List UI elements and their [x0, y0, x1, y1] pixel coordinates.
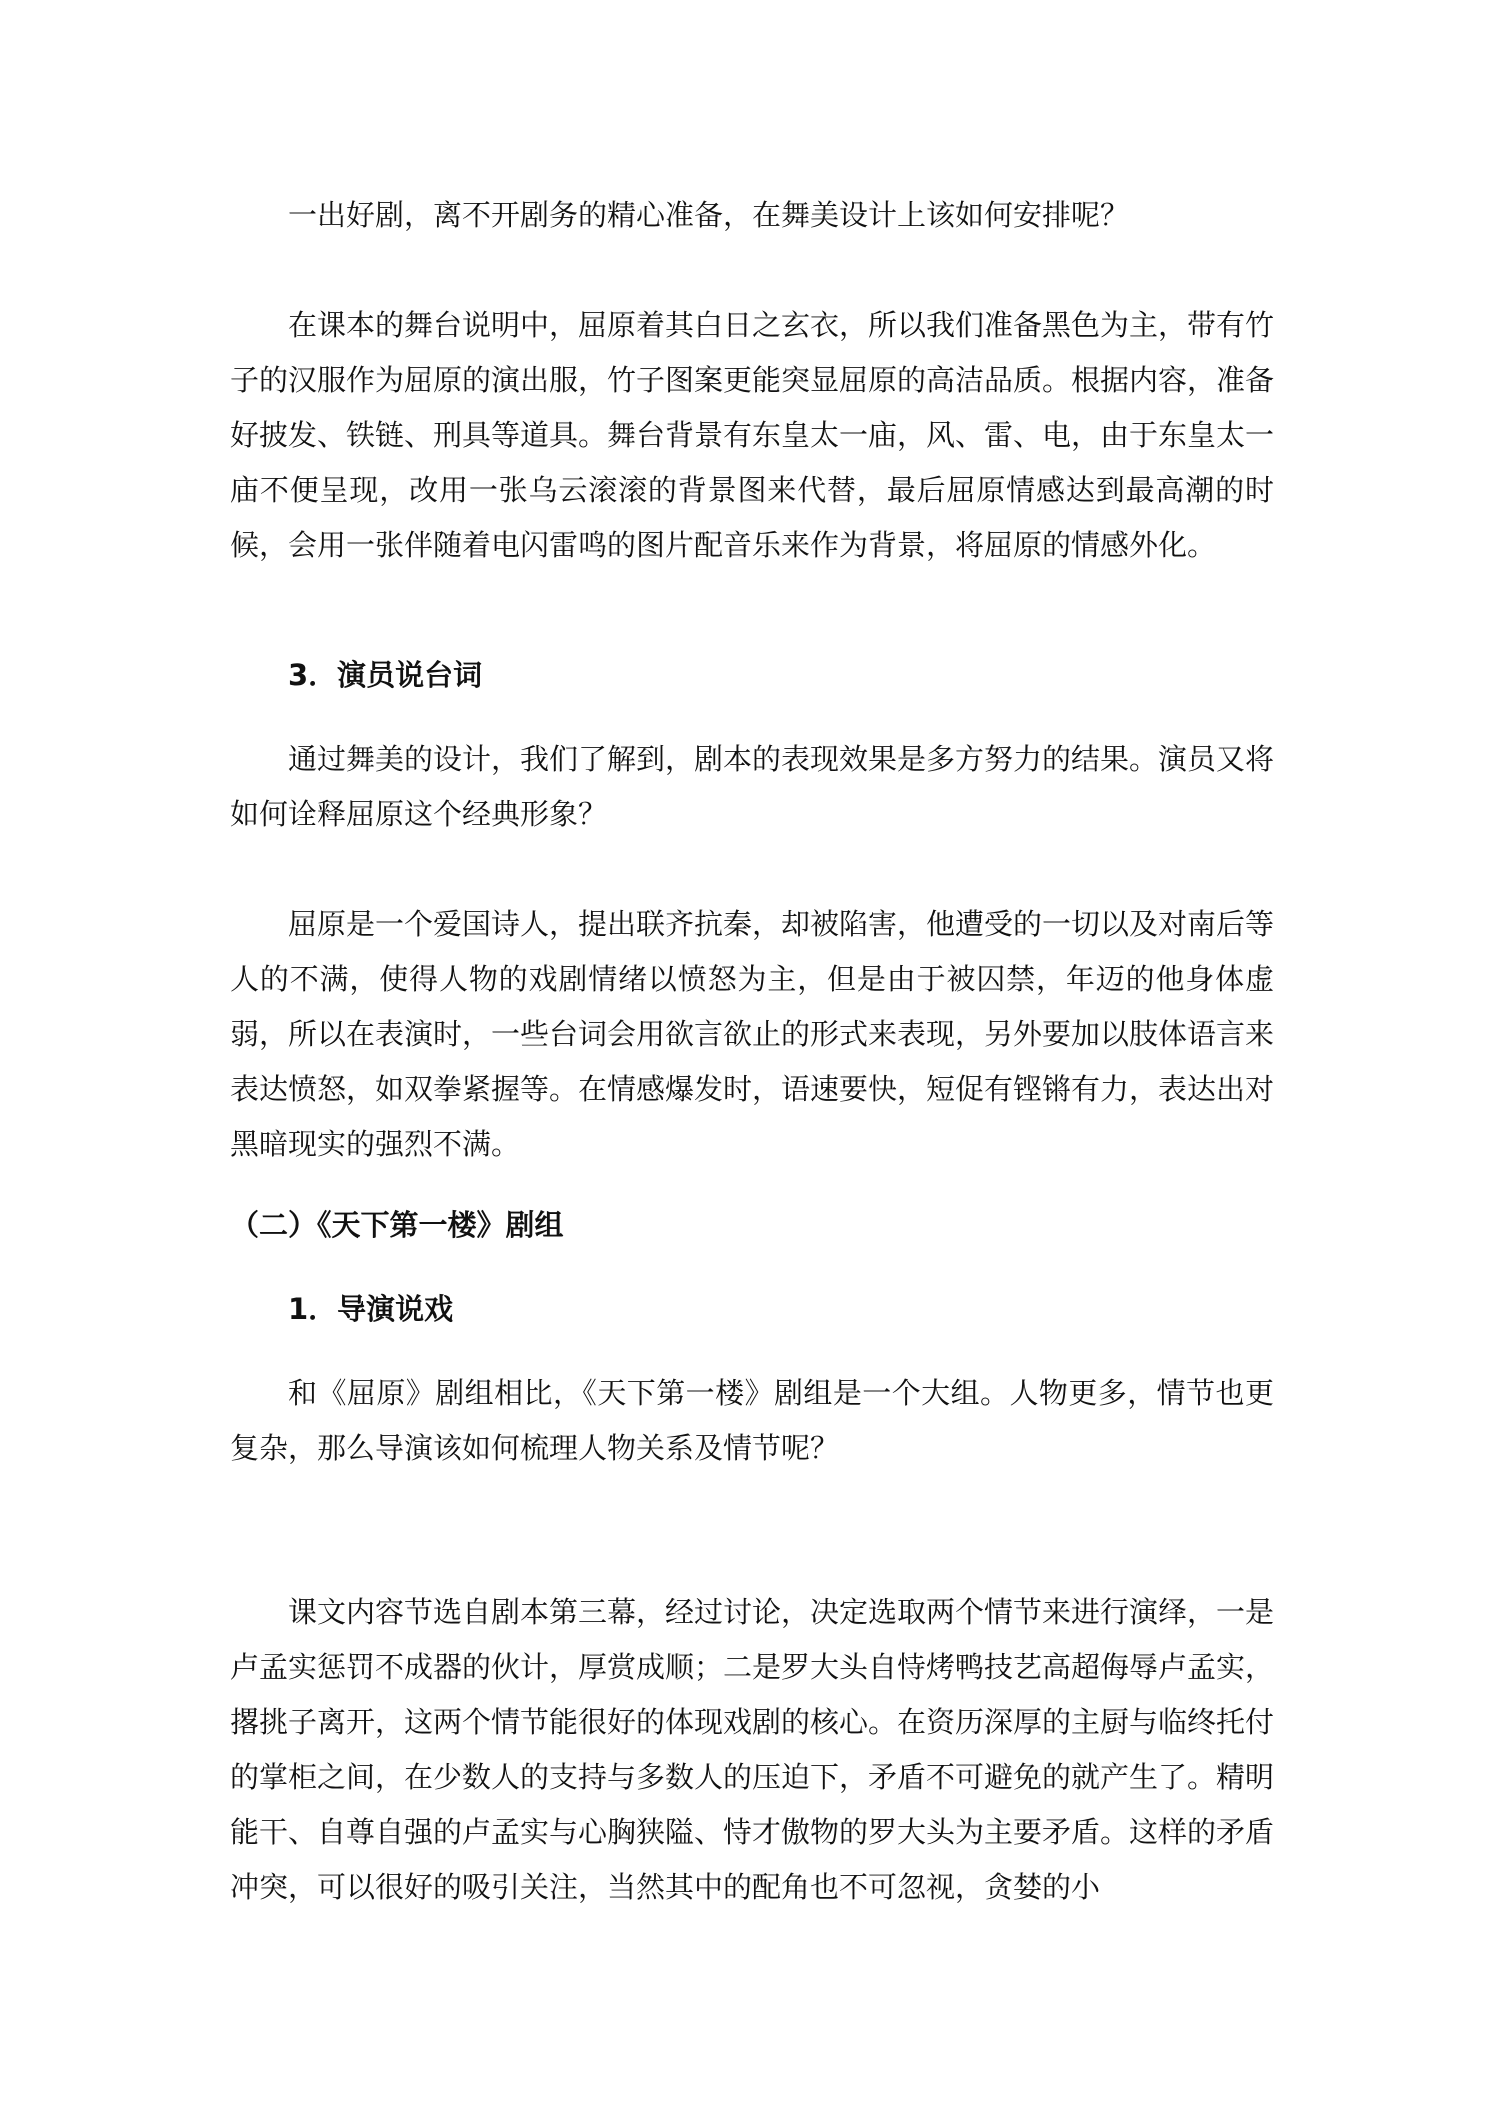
paragraph-text: 屈原是一个爱国诗人，提出联齐抗秦，却被陷害，他遭受的一切以及对南后等人的不满，使得人物的戏剧情绪以愤怒为主，但是由于被囚禁，年迈的他身体虚弱，所以在表演时，一些台词会用欲言欲止的形式来表现，另外要加以肢体语言来表达愤怒，如双拳紧握等。在情感爆发时，语速要快，短促有铿锵有力，表达出对黑暗现实的强烈不满。 — [230, 907, 1275, 1161]
paragraph-stage-design-question — [230, 188, 1274, 243]
heading-director-notes: 1．导演说戏 — [288, 1292, 454, 1326]
paragraph-text: 在课本的舞台说明中，屈原着其白日之玄衣，所以我们准备黑色为主，带有竹子的汉服作为屈原的演出服，竹子图案更能突显屈原的高洁品质。根据内容，准备好披发、铁链、刑具等道具。舞台背景有东皇太一庙，风、雷、电，由于东皇太一庙不便呈现，改用一张乌云滚滚的背景图来代替，最后屈原情感达到最高潮的时候，会用一张伴随着电闪雷鸣的图片配音乐来作为背景，将屈原的情感外化。 — [230, 308, 1275, 562]
paragraph-actor-interpretation — [230, 897, 1274, 1172]
paragraph-text: 一出好剧，离不开剧务的精心准备，在舞美设计上该如何安排呢？ — [288, 198, 1130, 232]
paragraph-actor-question — [230, 732, 1274, 842]
heading-tianxia-group: （二）《天下第一楼》剧组 — [230, 1208, 564, 1242]
paragraph-stage-design — [230, 298, 1274, 573]
paragraph-director-question — [230, 1366, 1274, 1476]
paragraph-text: 和《屈原》剧组相比，《天下第一楼》剧组是一个大组。人物更多，情节也更复杂，那么导演该如何梳理人物关系及情节呢？ — [230, 1376, 1274, 1465]
paragraph-plot-selection — [230, 1585, 1274, 1915]
paragraph-text: 通过舞美的设计，我们了解到，剧本的表现效果是多方努力的结果。演员又将如何诠释屈原这个经典形象？ — [230, 742, 1275, 831]
heading-actor-lines: 3．演员说台词 — [288, 658, 483, 692]
paragraph-text: 课文内容节选自剧本第三幕，经过讨论，决定选取两个情节来进行演绎，一是卢孟实惩罚不成器的伙计，厚赏成顺；二是罗大头自恃烤鸭技艺高超侮辱卢孟实，撂挑子离开，这两个情节能很好的体现戏剧的核心。在资历深厚的主厨与临终托付的掌柜之间，在少数人的支持与多数人的压迫下，矛盾不可避免的就产生了。精明能干、自尊自强的卢孟实与心胸狭隘、恃才傲物的罗大头为主要矛盾。这样的矛盾冲突，可以很好的吸引关注，当然其中的配角也不可忽视，贪婪的小 — [230, 1595, 1275, 1904]
